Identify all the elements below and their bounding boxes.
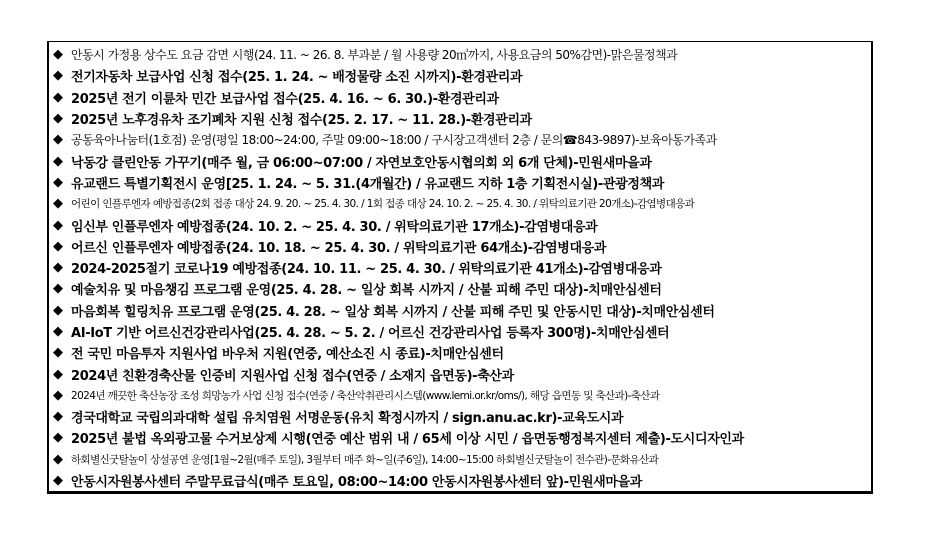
notice-item	[53, 342, 871, 363]
notice-item	[53, 449, 871, 470]
notice-item	[53, 214, 871, 235]
diamond-bullet-icon: ◆	[53, 345, 63, 361]
notice-item	[53, 108, 871, 129]
notice-item	[53, 172, 871, 193]
diamond-bullet-icon: ◆	[53, 89, 63, 105]
diamond-bullet-icon: ◆	[53, 111, 63, 127]
notice-item	[53, 427, 871, 448]
notice-item	[53, 129, 871, 150]
notice-item	[53, 300, 871, 321]
diamond-bullet-icon: ◆	[53, 196, 63, 212]
diamond-bullet-icon: ◆	[53, 302, 63, 318]
diamond-bullet-icon: ◆	[53, 366, 63, 382]
diamond-bullet-icon: ◆	[53, 430, 63, 446]
notice-text: 마음회복 힐링치유 프로그램 운영(25. 4. 28. ~ 일상 회복 시까지 / 산불 피해 주민 및 안동시민 대상)-치매안심센터	[71, 304, 715, 320]
notice-item	[53, 385, 871, 406]
notice-text: 2024년 친환경축산물 인증비 지원사업 신청 접수(연중 / 소재지 읍면동)-축산과	[71, 368, 514, 384]
notice-item	[53, 406, 871, 427]
diamond-bullet-icon: ◆	[53, 324, 63, 339]
notice-item	[53, 278, 871, 299]
notice-text: 2025년 불법 옥외광고물 수거보상제 시행(연중 예산 범위 내 / 65세 이상 시민 / 읍면동행정복지센터 제출)-도시디자인과	[71, 432, 744, 448]
diamond-bullet-icon: ◆	[53, 281, 63, 297]
notice-item	[53, 44, 871, 65]
notice-text: 하회별신굿탈놀이 상설공연 운영[1월~2월(매주 토일), 3월부터 매주 화~일(주6일), 14:00~15:00 하회별신굿탈놀이 전수관)-문화유산과	[71, 453, 659, 466]
diamond-bullet-icon: ◆	[53, 238, 63, 254]
notice-item	[53, 236, 871, 257]
notice-text: 공동육아나눔터(1호점) 운영(평일 18:00~24:00, 주말 09:00~18:00 / 구시장고객센터 2층 / 문의☎843-9897)-보육아동가족과	[71, 133, 717, 148]
notice-item	[53, 65, 871, 86]
notice-text: 전기자동차 보급사업 신청 접수(25. 1. 24. ~ 배정물량 소진 시까지)-환경관리과	[71, 70, 523, 86]
notice-item	[53, 193, 871, 214]
notice-text: 2024년 깨끗한 축산농장 조성 희망농가 사업 신청 접수(연중 / 축산악취관리시스템(www.lemi.or.kr/oms/), 해당 읍면동 및 축산과)-축산과	[71, 389, 660, 402]
notice-board	[47, 41, 873, 494]
notice-text: 낙동강 클린안동 가꾸기(매주 월, 금 06:00~07:00 / 자연보호안동시협의회 외 6개 단체)-민원새마을과	[71, 155, 652, 171]
diamond-bullet-icon: ◆	[53, 409, 63, 425]
notice-text: 안동시 가정용 상수도 요금 감면 시행(24. 11. ~ 26. 8. 부과분 / 월 사용량 20㎥까지, 사용요금의 50%감면)-맑은물정책과	[71, 48, 678, 63]
notice-item	[53, 87, 871, 108]
notice-text: 2025년 전기 이륜차 민간 보급사업 접수(25. 4. 16. ~ 6. 30.)-환경관리과	[71, 91, 499, 107]
diamond-bullet-icon: ◆	[53, 47, 63, 63]
notice-item	[53, 470, 871, 491]
notice-text: 임신부 인플루엔자 예방접종(24. 10. 2. ~ 25. 4. 30. / 위탁의료기관 17개소)-감염병대응과	[71, 219, 598, 235]
notice-text: 어르신 인플루엔자 예방접종(24. 10. 18. ~ 25. 4. 30. / 위탁의료기관 64개소)-감염병대응과	[71, 240, 607, 256]
diamond-bullet-icon: ◆	[53, 260, 63, 276]
diamond-bullet-icon: ◆	[53, 68, 63, 84]
notice-item	[53, 150, 871, 171]
diamond-bullet-icon: ◆	[53, 473, 63, 489]
diamond-bullet-icon: ◆	[53, 217, 63, 233]
notice-text: 2025년 노후경유차 조기폐차 지원 신청 접수(25. 2. 17. ~ 11. 28.)-환경관리과	[71, 113, 532, 129]
diamond-bullet-icon: ◆	[53, 132, 63, 148]
notice-text: AI-IoT 기반 어르신건강관리사업(25. 4. 28. ~ 5. 2. / 어르신 건강관리사업 등록자 300명)-치매안심센터	[71, 326, 670, 341]
notice-item	[53, 257, 871, 278]
notice-item	[53, 321, 871, 342]
notice-text: 어린이 인플루엔자 예방접종(2회 접종 대상 24. 9. 20. ~ 25. 4. 30. / 1회 접종 대상 24. 10. 2. ~ 25. 4. 30. / 위탁의료기관 20개소)-감염병대응과	[71, 198, 695, 211]
notice-text: 경국대학교 국립의과대학 설립 유치염원 서명운동(유치 확정시까지 / sign.anu.ac.kr)-교육도시과	[71, 411, 624, 427]
diamond-bullet-icon: ◆	[53, 153, 63, 169]
notice-text: 전 국민 마음투자 지원사업 바우처 지원(연중, 예산소진 시 종료)-치매안심센터	[71, 347, 504, 363]
diamond-bullet-icon: ◆	[53, 174, 63, 190]
notice-text: 유교랜드 특별기획전시 운영[25. 1. 24. ~ 5. 31.(4개월간) / 유교랜드 지하 1층 기획전시실)-관광정책과	[71, 176, 665, 192]
notice-text: 예술치유 및 마음챙김 프로그램 운영(25. 4. 28. ~ 일상 회복 시까지 / 산불 피해 주민 대상)-치매안심센터	[71, 283, 662, 299]
notice-text: 안동시자원봉사센터 주말무료급식(매주 토요일, 08:00~14:00 안동시자원봉사센터 앞)-민원새마을과	[71, 475, 642, 491]
notice-item	[53, 363, 871, 384]
diamond-bullet-icon: ◆	[53, 451, 63, 467]
notice-text: 2024-2025절기 코로나19 예방접종(24. 10. 11. ~ 25. 4. 30. / 위탁의료기관 41개소)-감염병대응과	[71, 262, 662, 278]
diamond-bullet-icon: ◆	[53, 387, 63, 403]
